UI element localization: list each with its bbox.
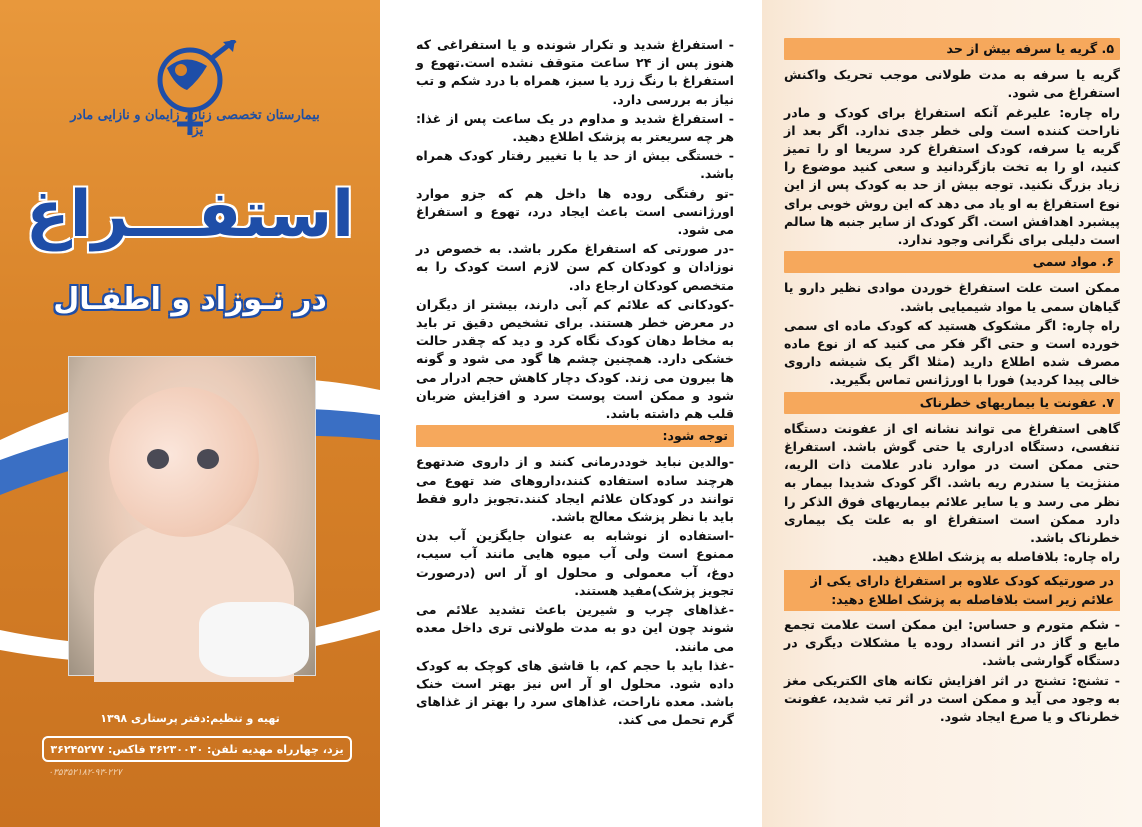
section-paragraph: گاهی استفراغ می تواند نشانه ای از عفونت دستگاه تنفسی، دستگاه ادراری یا حتی گوش باشد. استفراغ حتی ممکن است در موارد نادر علامت ذات الریه، مننژیت یا سندرم ریه باشد. اگر کودک شدیدا بیمار به نظر می رسد و یا سایر علائم بیماریهای فوق الذکر را دارد ممکن است استفراغ او به علت یک بیماری خطرناک باشد.: [784, 420, 1120, 546]
cloth: [199, 602, 309, 677]
right-panel: [762, 0, 1142, 827]
emergency-heading: در صورتیکه کودک علاوه بر استفراغ دارای یکی از علائم زیر است بلافاصله به پزشک اطلاع دهید:: [784, 570, 1120, 610]
middle-paragraph: - استفراغ شدید و مداوم در یک ساعت پس از غذا: هر چه سریعتر به پزشک اطلاع دهید.: [416, 110, 734, 145]
credit-line: تهیه و تنظیم:دفتر پرستاری ۱۳۹۸: [100, 712, 280, 725]
section-paragraph: گریه یا سرفه به مدت طولانی موجب تحریک واکنش استفراغ می شود.: [784, 67, 1120, 101]
emergency-paragraph: - شکم متورم و حساس: این ممکن است علامت تجمع مایع و گاز در اثر انسداد روده یا مشکلات دیگری در دستگاه گوارشی باشد.: [784, 616, 1120, 669]
middle-paragraph: - خستگی بیش از حد یا با تغییر رفتار کودک همراه باشد.: [416, 148, 734, 182]
cover-panel: [0, 0, 380, 827]
attention-paragraph: -والدین نباید خوددرمانی کنند و از داروی ضدتهوع هرچند ساده استفاده کنند،داروهای ضد تهوع می توانند در کودکان علائم ایجاد کنند.تجویز دارو فقط باید با نظر پزشک معالج باشد.: [416, 454, 734, 525]
address-box: [42, 736, 352, 762]
stamp-signature: [40, 768, 130, 818]
baby-eye-left: [147, 449, 169, 469]
middle-paragraph: -کودکانی که علائم کم آبی دارند، بیشتر از دیگران در معرض خطر هستند. برای تشخیص دقیق تر باید به مخاط دهان کودک نگاه کرد و دید که چقدر حالت خشکی دارد. همچنین چشم ها گود می شود و گونه ها بیرون می زند. کودک دچار کاهش حجم ادرار می شود و ممکن است پوست سرد و افزایش ضربان قلب هم داشته باشد.: [416, 296, 734, 422]
section-paragraph: راه چاره: بلافاصله به پزشک اطلاع دهید.: [872, 549, 1120, 565]
baby-photo: [68, 356, 316, 676]
middle-column: [416, 36, 734, 731]
cover-title: استفـــراغ: [25, 178, 355, 252]
cover-subtitle: در نـوزاد و اطفـال: [53, 282, 327, 317]
section-heading-infection: ۷. عفونت یا بیماریهای خطرناک: [784, 392, 1120, 414]
attention-paragraph: -غذا باید با حجم کم، با قاشق های کوچک به کودک داده شود. محلول او آر اس نیز بهتر است خنک باشد. معده ناراحت، غذاهای سرد را بهتر از غذاهای گرم تحمل می کند.: [416, 657, 734, 728]
middle-paragraph: - استفراغ شدید و تکرار شونده و یا استفراغی که هنوز پس از ۲۴ ساعت متوقف نشده است.تهوع و استفراغ با رنگ زرد یا سبز، همراه با درد شکم و تب نیاز به بررسی دارد.: [416, 37, 734, 107]
section-heading-toxins: ۶. مواد سمی: [784, 251, 1120, 273]
middle-panel: [380, 0, 762, 827]
address-text: یزد، چهارراه مهدیه تلفن: ۳۶۲۳۰۰۳۰ فاکس: ۳۶۲۴۵۲۷۷: [50, 742, 344, 756]
middle-paragraph: -در صورتی که استفراغ مکرر باشد. به خصوص در نوزادان و کودکان کم سن لازم است کودک را به متخصص کودکان ارجاع داد.: [416, 241, 734, 293]
attention-paragraph: -غذاهای چرب و شیرین باعث تشدید علائم می شوند چون این دو به مدت طولانی تری داخل معده می مانند.: [416, 602, 734, 654]
right-column: [784, 36, 1120, 727]
section-heading-crying: ۵. گریه یا سرفه بیش از حد: [784, 38, 1120, 60]
baby-face: [109, 387, 259, 537]
middle-paragraph: -تو رفتگی روده ها داخل هم که جزو موارد اورژانسی است باعث ایجاد درد، تهوع و استفراغ می شود.: [416, 185, 734, 238]
section-paragraph: راه چاره: علیرغم آنکه استفراغ برای کودک و مادر ناراحت کننده است ولی خطر جدی ندارد. اگر بعد از گریه یا سرفه، کودک استفراغ کرد سریعا او را تمیز کنید، او را به تخت بازگردانید و سعی کنید موضوع را زیاد بزرگ نکنید. توجه بیش از حد به کودک پس از این نوع استفراغ به او یاد می دهد که این روش خوبی برای پیشبرد اهدافش است. اگر کودک از سایر جنبه ها سالم است دلیلی برای نگرانی وجود ندارد.: [784, 104, 1120, 248]
hospital-name: بیمارستان تخصصی زنان، زایمان و نازایی مادر یزد: [70, 108, 320, 138]
section-paragraph: راه چاره: اگر مشکوک هستید که کودک ماده ای سمی خورده است و حتی اگر فکر می کنید که از نوع ماده مصرف شده اطلاع دارید (مثلا اگر یک شیشه داروی خالی پیدا کردید) فورا با اورژانس تماس بگیرید.: [784, 317, 1120, 388]
emergency-paragraph: - تشنج: تشنج در اثر افزایش تکانه های الکتریکی مغز به وجود می آید و ممکن است در اثر تب شدید، عفونت خطرناک و یا صرع ایجاد شود.: [784, 672, 1120, 724]
attention-heading: توجه شود:: [416, 425, 734, 447]
attention-paragraph: -استفاده از نوشابه به عنوان جایگزین آب بدن ممنوع است ولی آب میوه هایی مانند آب سیب، دوغ، آب معمولی و محلول او آر اس (درصورت تجویز پزشک)مفید هستند.: [416, 528, 734, 598]
baby-eye-right: [197, 449, 219, 469]
stamp-number: ۰۳۵۳۵۲۱۸۲-۹۳-۲۲۷: [48, 768, 122, 778]
section-paragraph: ممکن است علت استفراغ خوردن موادی نظیر دارو یا گیاهان سمی یا مواد شیمیایی باشد.: [784, 280, 1120, 314]
